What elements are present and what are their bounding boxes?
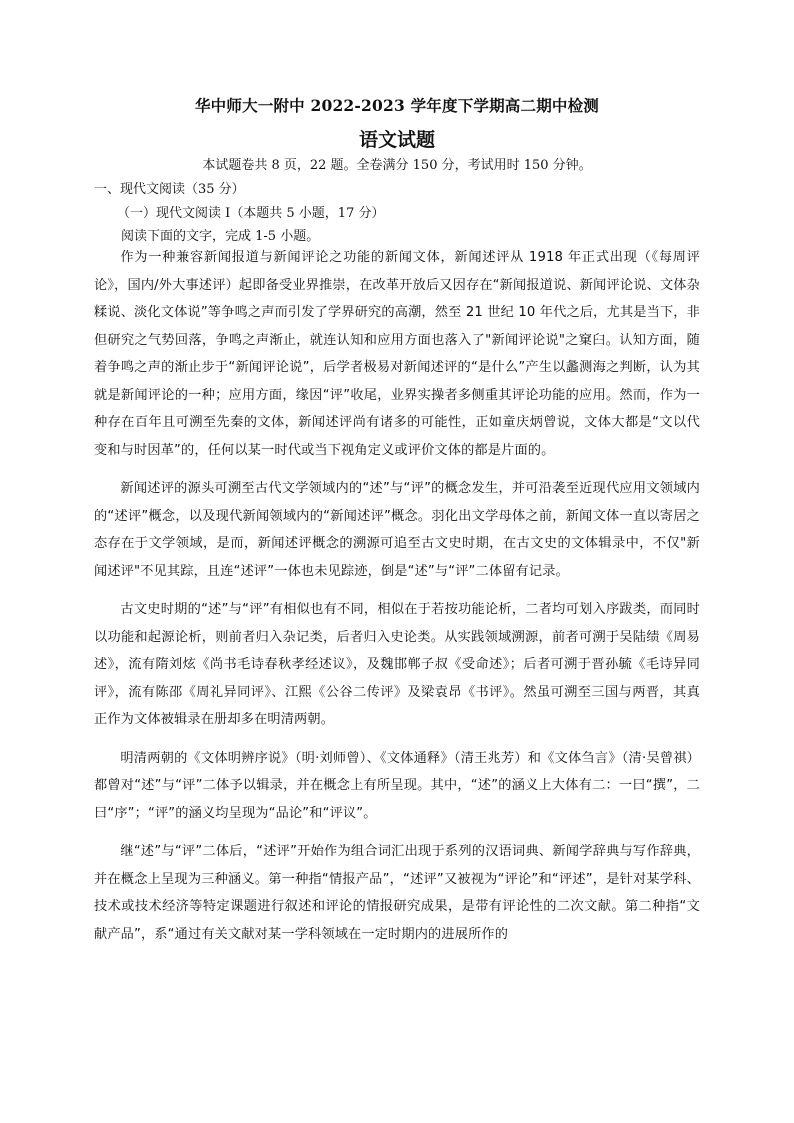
sub-section-heading: （一）现代文阅读 I（本题共 5 小题，17 分） bbox=[117, 206, 385, 221]
exam-title: 华中师大一附中 2022-2023 学年度下学期高二期中检测 bbox=[194, 96, 599, 115]
reading-instruction: 阅读下面的文字，完成 1-5 小题。 bbox=[121, 229, 320, 244]
paragraph: 古文史时期的“述”与“评”有相似也有不同，相似在于若按功能论析，二者均可划入序跋类，而同时以功能和起源论析，则前者归入杂记类，后者归入史论类。从实践领域溯源，前者可溯于吴陆绩《周易述》，流有隋刘炫《尚书毛诗春秋孝经述议》，及魏邯郸子叔《受命述》；后者可溯于晋孙毓《毛诗异同评》，流有陈邵《周礼异同评》、江熙《公谷二传评》及梁袁昂《书评》。然虽可溯至三国与两晋，其真正作为文体被辑录在册却多在明清两朝。 bbox=[94, 602, 700, 727]
exam-info: 本试题卷共 8 页，22 题。全卷满分 150 分，考试用时 150 分钟。 bbox=[202, 158, 592, 173]
subject-title: 语文试题 bbox=[358, 129, 435, 151]
paragraph: 新闻述评的源头可溯至古代文学领域内的“述”与“评”的概念发生，并可沿袭至近现代应用文领域内的“述评”概念，以及现代新闻领域内的“新闻述评”概念。羽化出文学母体之前，新闻文体一直以寄居之态存在于文学领域，是而，新闻述评概念的溯源可追至古文史时期，在古文史的文体辑录中，不仅"新闻述评"不见其踪，且连“述评”一体也未见踪迹，倒是“述”与“评”二体留有记录。 bbox=[94, 481, 700, 579]
paragraph: 继“述”与“评”二体后，“述评”开始作为组合词汇出现于系列的汉语词典、新闻学辞典与写作辞典，并在概念上呈现为三种涵义。第一种指“情报产品”，“述评”又被视为“评论”和“评述”，是针对某学科、技术或技术经济等特定课题进行叙述和评论的情报研究成果，是带有评论性的二次文献。第二种指“文献产品”，系“通过有关文献对某一学科领域在一定时期内的进展所作的 bbox=[94, 844, 700, 942]
section-heading: 一、现代文阅读（35 分） bbox=[94, 182, 245, 197]
paragraph: 明清两朝的《文体明辨序说》（明·刘师曾）、《文体通释》（清王兆芳）和《文体刍言》（清·吴曾祺）都曾对“述”与“评”二体予以辑录，并在概念上有所呈现。其中，“述”的涵义上大体有二：一曰“撰”，二曰“序”；“评”的涵义均呈现为“品论”和“评议”。 bbox=[94, 750, 700, 821]
reading-passage bbox=[94, 244, 700, 959]
paragraph: 作为一种兼容新闻报道与新闻评论之功能的新闻文体，新闻述评从 1918 年正式出现（《每周评论》，国内/外大事述评）起即备受业界推崇，在改革开放后又因存在“新闻报道说、新闻评论说、文体杂糅说、淡化文体说”等争鸣之声而引发了学界研究的高潮，然至 21 世纪 10 年代之后，尤其是当下，非但研究之气势回落，争鸣之声渐止，就连认知和应用方面也落入了"新闻评论说"之窠臼。认知方面，随着争鸣之声的渐止步于“新闻评论说”，后学者极易对新闻述评的“是什么”产生以蠡测海之判断，认为其就是新闻评论的一种；应用方面，缘因“评”收尾，业界实操者多侧重其评论功能的应用。然而，作为一种存在百年且可溯至先秦的文体，新闻述评尚有诸多的可能性，正如童庆炳曾说，文体大都是“文以代变和与时因革”的，任何以某一时代或当下视角定义或评价文体的都是片面的。 bbox=[94, 250, 700, 458]
